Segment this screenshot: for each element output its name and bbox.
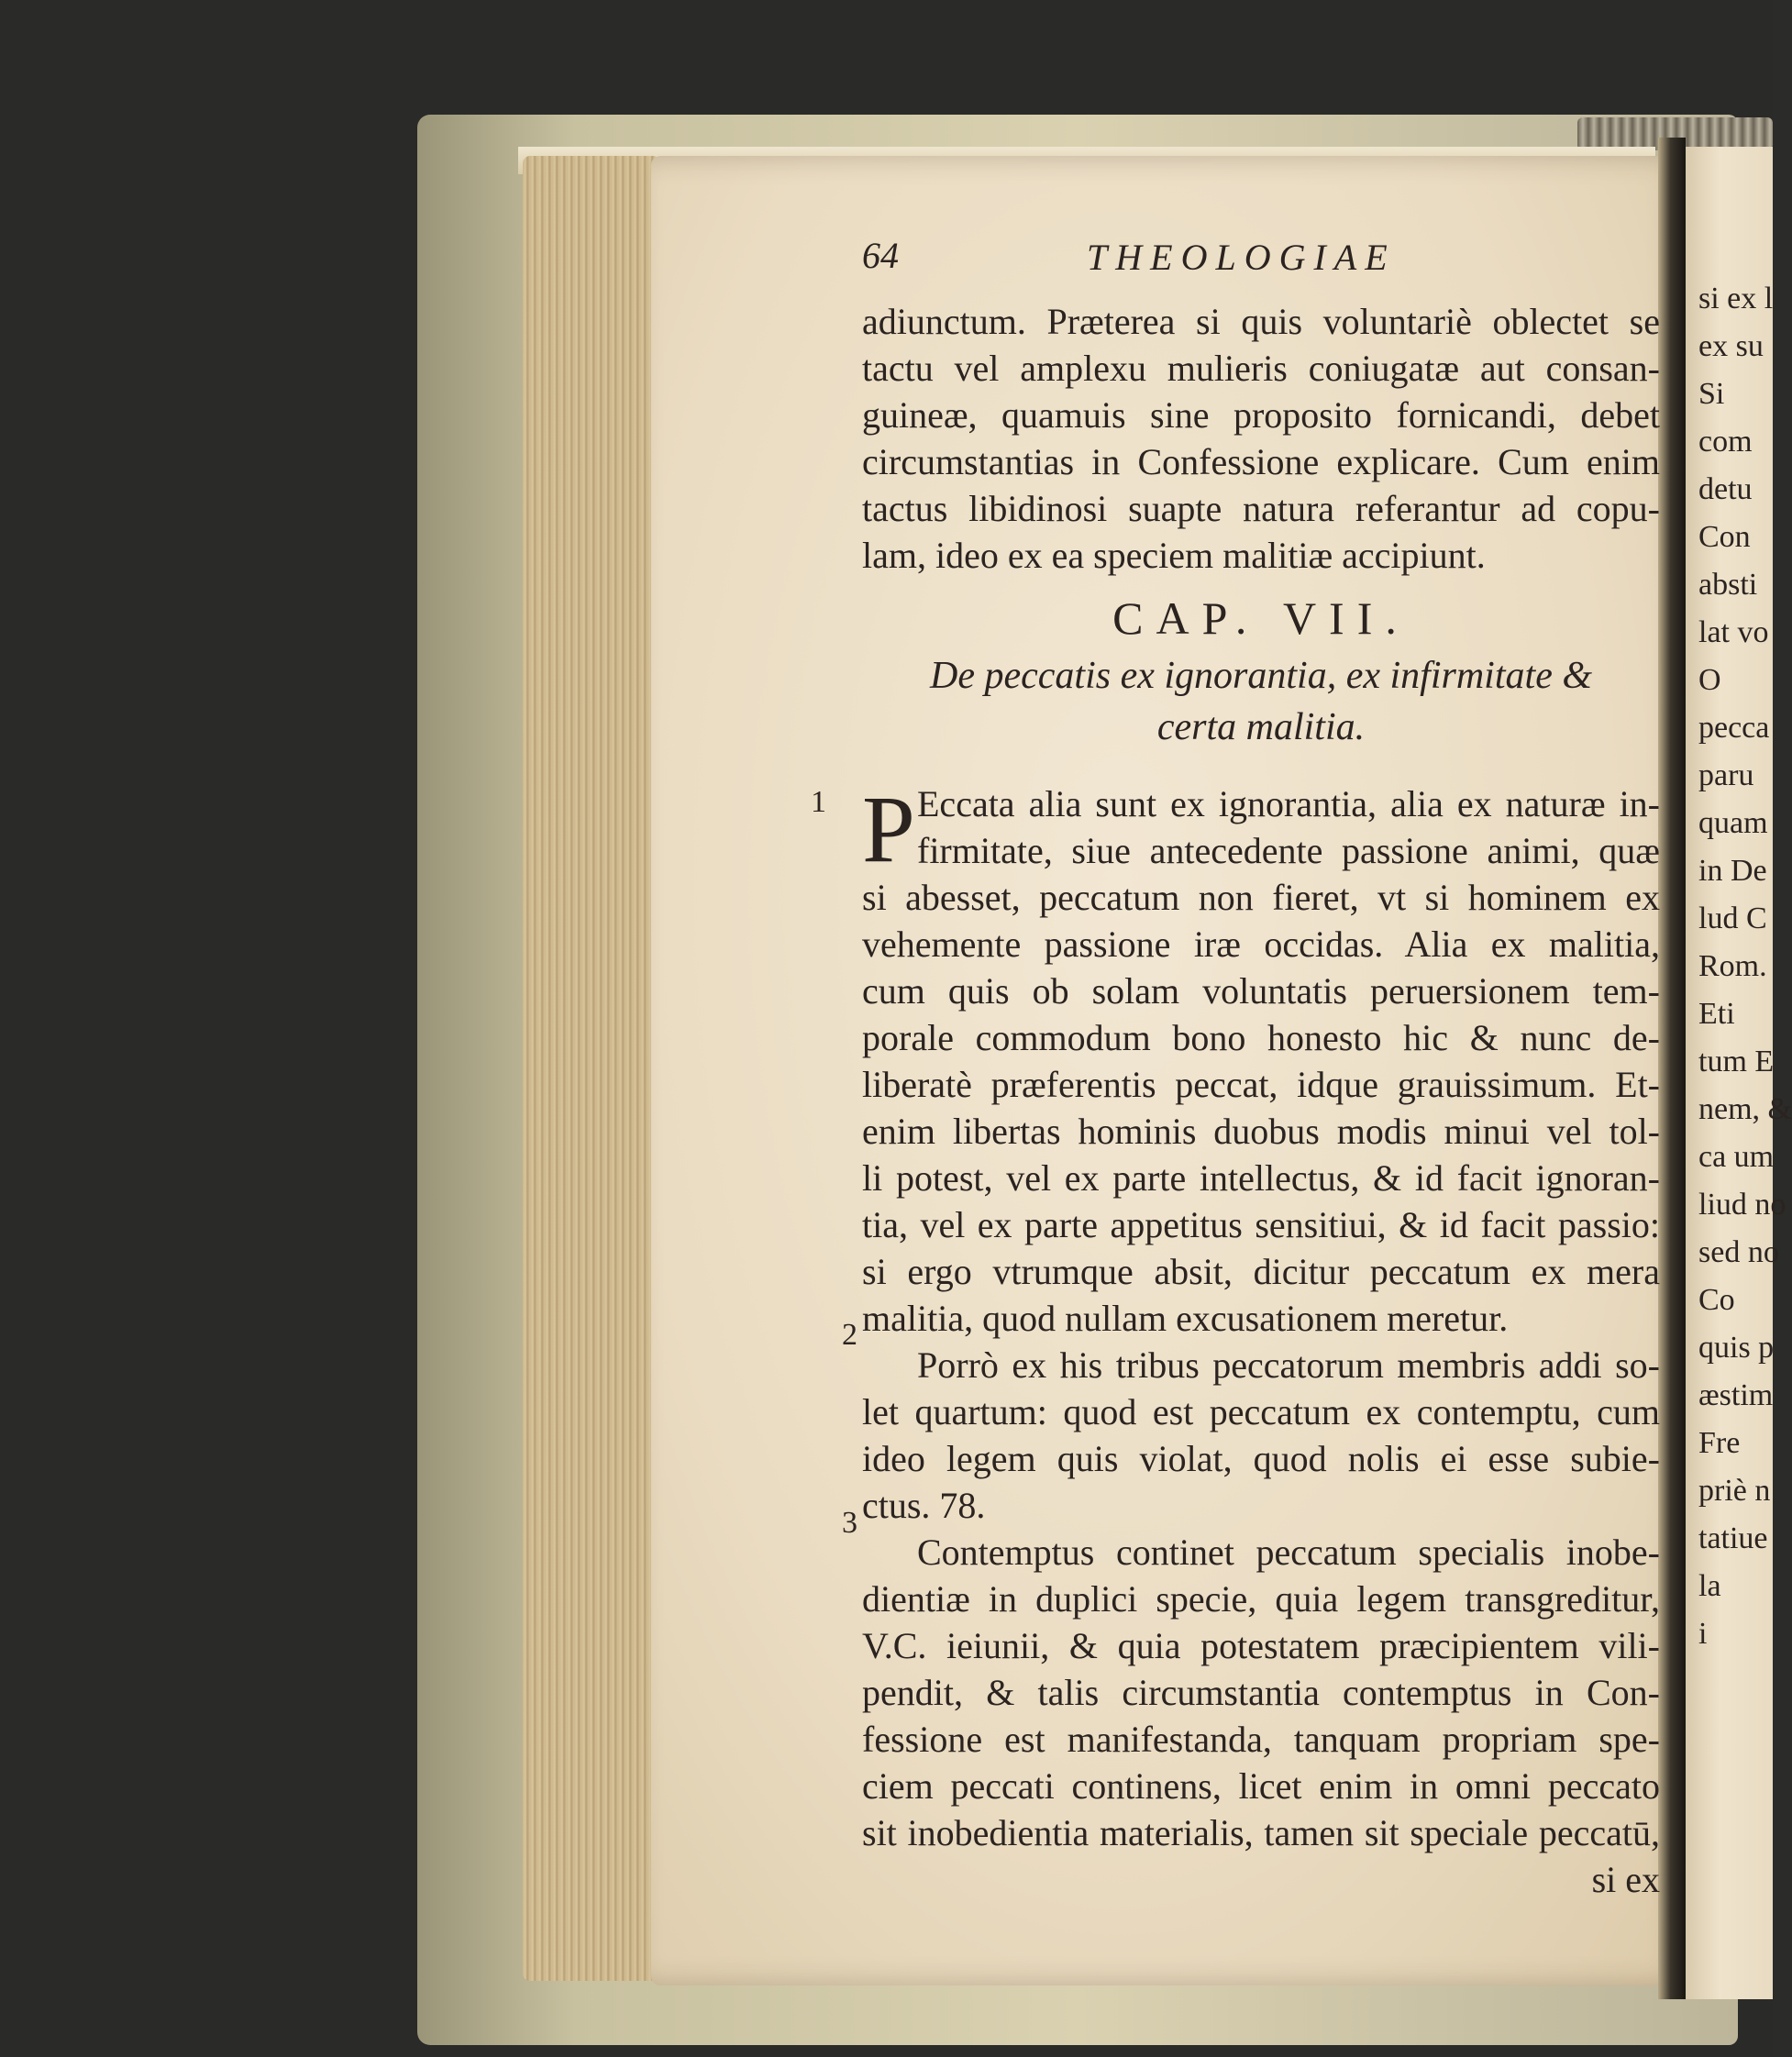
facing-page-text: [1698, 275, 1792, 1658]
text-line: let quartum: quod est peccatum ex contemptu, cum: [862, 1391, 1660, 1432]
page-block-edge: [523, 156, 660, 1981]
page-text: [862, 234, 1669, 1903]
text-line: guineæ, quamuis sine proposito fornicandi, debet: [862, 394, 1660, 436]
text-line: tactu vel amplexu mulieris coniugatæ aut consan-: [862, 348, 1660, 389]
facing-line: lud C: [1698, 901, 1767, 935]
text-line: ctus. 78.: [862, 1485, 986, 1526]
facing-line: Eti: [1698, 997, 1735, 1031]
chapter-heading: CAP. VII.: [1112, 592, 1410, 644]
text-line: lam, ideo ex ea speciem malitiæ accipiunt.: [862, 535, 1486, 576]
facing-line: quam: [1698, 806, 1768, 840]
facing-line: com: [1698, 425, 1753, 459]
text-line: porale commodum bono honesto hic & nunc de-: [862, 1017, 1660, 1058]
facing-line: i: [1698, 1617, 1708, 1651]
facing-line: Si: [1698, 377, 1725, 411]
facing-line: absti: [1698, 568, 1758, 602]
running-head: THEOLOGIAE: [1087, 237, 1396, 278]
text-line: vehemente passione iræ occidas. Alia ex malitia,: [862, 923, 1660, 965]
facing-line: detu: [1698, 472, 1753, 506]
facing-line: Fre: [1698, 1426, 1741, 1460]
text-line: li potest, vel ex parte intellectus, & id facit ignoran-: [862, 1157, 1660, 1199]
text-line: malitia, quod nullam excusationem meretur.: [862, 1298, 1509, 1339]
facing-line: pecca: [1698, 711, 1770, 745]
text-line: tactus libidinosi suapte natura referantur ad copu-: [862, 488, 1660, 529]
text-line: V.C. ieiunii, & quia potestatem præcipientem vili-: [862, 1625, 1660, 1666]
text-line: pendit, & talis circumstantia contemptus in Con-: [862, 1672, 1660, 1713]
facing-line: la: [1698, 1569, 1721, 1603]
facing-line: si ex l: [1698, 282, 1774, 315]
text-line: Contemptus continet peccatum specialis inobe-: [917, 1532, 1660, 1573]
text-line: si ergo vtrumque absit, dicitur peccatum ex mera: [862, 1251, 1660, 1292]
text-line: tia, vel ex parte appetitus sensitiui, & id facit passio:: [862, 1204, 1660, 1245]
facing-line: Rom.: [1698, 949, 1767, 983]
facing-line: nem, &: [1698, 1092, 1792, 1126]
chapter-subtitle: certa malitia.: [1156, 706, 1366, 748]
margin-number: 3: [842, 1506, 857, 1540]
facing-line: tatiue: [1698, 1521, 1768, 1555]
paragraph-1: [862, 777, 1669, 882]
text-line: Eccata alia sunt ex ignorantia, alia ex naturæ in-: [917, 783, 1660, 824]
text-line: adiunctum. Præterea si quis voluntariè oblectet se: [862, 301, 1660, 342]
text-line: ideo legem quis violat, quod nolis ei esse subie-: [862, 1438, 1660, 1479]
facing-line: quis p: [1698, 1331, 1775, 1365]
text-line: sit inobedientia materialis, tamen sit speciale peccatū,: [862, 1812, 1660, 1853]
facing-line: O: [1698, 663, 1721, 697]
text-line: firmitate, siue antecedente passione animi, quæ: [917, 830, 1660, 871]
facing-line: æstim: [1698, 1378, 1774, 1412]
catchword: si ex: [1591, 1859, 1660, 1900]
text-line: fessione est manifestanda, tanquam propriam spe-: [862, 1719, 1660, 1760]
facing-line: ca um: [1698, 1140, 1775, 1174]
facing-line: ex su: [1698, 329, 1764, 363]
page-number: 64: [862, 235, 899, 276]
facing-line: liud no: [1698, 1188, 1786, 1222]
chapter-subtitle: De peccatis ex ignorantia, ex infirmitate &: [930, 655, 1592, 697]
facing-line: priè n: [1698, 1474, 1771, 1508]
drop-cap: P: [862, 777, 915, 882]
facing-line: in De: [1698, 854, 1767, 888]
margin-number: 1: [811, 785, 826, 819]
text-line: circumstantias in Confessione explicare. Cum enim: [862, 441, 1660, 482]
facing-line: paru: [1698, 758, 1754, 792]
text-line: enim libertas hominis duobus modis minui vel tol-: [862, 1111, 1660, 1152]
facing-line: tum E: [1698, 1045, 1775, 1078]
text-line: ciem peccati continens, licet enim in omni peccato: [862, 1765, 1660, 1807]
facing-line: sed no: [1698, 1235, 1779, 1269]
text-line: liberatè præferentis peccat, idque grauissimum. Et-: [862, 1064, 1660, 1105]
facing-line: Co: [1698, 1283, 1735, 1317]
page-header: [862, 234, 1669, 298]
text-line: si abesset, peccatum non fieret, vt si hominem ex: [862, 877, 1660, 918]
text-line: dientiæ in duplici specie, quia legem transgreditur,: [862, 1578, 1660, 1620]
margin-number: 2: [842, 1318, 857, 1352]
facing-line: Con: [1698, 520, 1751, 554]
text-line: cum quis ob solam voluntatis peruersionem tem-: [862, 970, 1660, 1012]
text-line: Porrò ex his tribus peccatorum membris addi so-: [917, 1344, 1660, 1386]
facing-line: lat vo: [1698, 615, 1769, 649]
